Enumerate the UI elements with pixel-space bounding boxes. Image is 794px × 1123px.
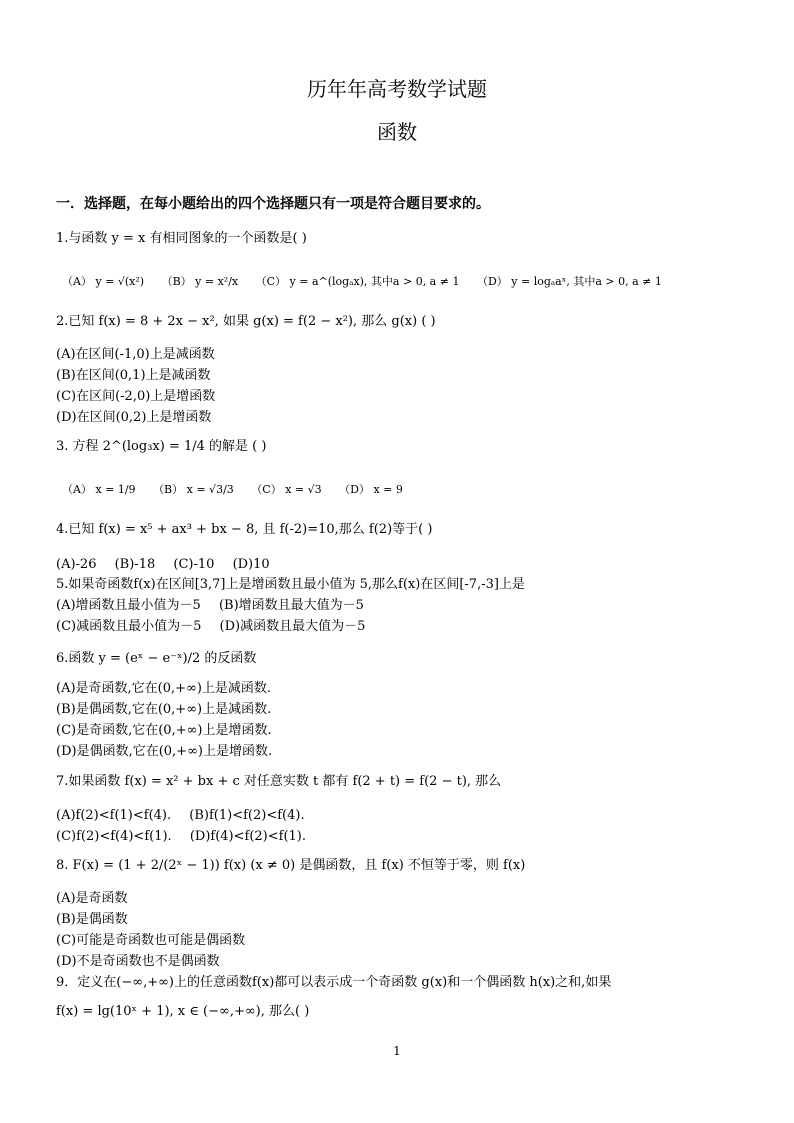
- option-a: (A)增函数且最小值为－5: [56, 598, 201, 613]
- question-3-options: [62, 482, 417, 498]
- question-4-stem: 4.已知 f(x) = x⁵ + ax³ + bx − 8, 且 f(-2)=10,那么 f(2)等于( ): [56, 522, 433, 537]
- question-6-option-c: (C)是奇函数,它在(0,+∞)上是增函数.: [56, 723, 272, 738]
- option-d: (D)10: [232, 557, 270, 572]
- option-a: (A)-26: [56, 557, 97, 572]
- option-c: （C） y = a^(logₐx), 其中a > 0, a ≠ 1: [255, 275, 460, 288]
- option-c: (C)f(2)<f(4)<f(1).: [56, 829, 172, 844]
- option-c: （C） x = √3: [251, 483, 322, 496]
- option-b: (B)f(1)<f(2)<f(4).: [189, 808, 305, 823]
- question-3-stem: 3. 方程 2^(log₃x) = 1/4 的解是 ( ): [56, 439, 267, 454]
- page-subtitle: 函数: [377, 120, 417, 144]
- question-6-option-b: (B)是偶函数,它在(0,+∞)上是减函数.: [56, 702, 272, 717]
- option-a: (A)f(2)<f(1)<f(4).: [56, 808, 172, 823]
- option-a: （A） y = √(x²): [62, 275, 145, 288]
- question-7-stem: 7.如果函数 f(x) = x² + bx + c 对任意实数 t 都有 f(2 + t) = f(2 − t), 那么: [56, 774, 502, 789]
- option-c: (C)减函数且最小值为－5: [56, 619, 202, 634]
- question-8-option-c: (C)可能是奇函数也可能是偶函数: [56, 933, 246, 948]
- question-7-options-cd: [56, 829, 320, 845]
- question-2-option-c: (C)在区间(-2,0)上是增函数: [56, 389, 216, 404]
- option-c: (C)-10: [173, 557, 215, 572]
- question-6-stem: 6.函数 y = (eˣ − e⁻ˣ)/2 的反函数: [56, 651, 257, 666]
- option-b: (B)增函数且最大值为－5: [218, 598, 364, 613]
- question-9-stem-formula: f(x) = lg(10ˣ + 1), x ∈ (−∞,+∞), 那么( ): [56, 1004, 310, 1019]
- question-8-option-d: (D)不是奇函数也不是偶函数: [56, 954, 220, 969]
- option-d: （D） x = 9: [339, 483, 403, 496]
- option-b: （B） y = x²/x: [161, 275, 239, 288]
- option-b: （B） x = √3/3: [153, 483, 234, 496]
- question-8-option-a: (A)是奇函数: [56, 891, 128, 906]
- option-d: (D)f(4)<f(2)<f(1).: [189, 829, 306, 844]
- question-8-stem: 8. F(x) = (1 + 2/(2ˣ − 1)) f(x) (x ≠ 0) 是偶函数，且 f(x) 不恒等于零，则 f(x): [56, 858, 526, 873]
- page-number: 1: [393, 1044, 401, 1058]
- question-6-option-a: (A)是奇函数,它在(0,+∞)上是减函数.: [56, 681, 272, 696]
- question-2-option-d: (D)在区间(0,2)上是增函数: [56, 410, 212, 425]
- question-7-options-ab: [56, 808, 319, 824]
- page-title: 历年年高考数学试题: [307, 77, 487, 101]
- option-d: (D)减函数且最大值为－5: [219, 619, 366, 634]
- question-8-option-b: (B)是偶函数: [56, 912, 128, 927]
- question-4-options: [56, 557, 284, 573]
- section-heading: 一．选择题，在每小题给出的四个选择题只有一项是符合题目要求的。: [56, 196, 490, 212]
- question-1-stem: 1.与函数 y = x 有相同图象的一个函数是( ): [56, 231, 307, 246]
- question-9-stem: 9．定义在(−∞,+∞)上的任意函数f(x)都可以表示成一个奇函数 g(x)和一个偶函数 h(x)之和,如果: [56, 975, 612, 990]
- option-b: (B)-18: [114, 557, 156, 572]
- question-5-stem: 5.如果奇函数f(x)在区间[3,7]上是增函数且最小值为 5,那么f(x)在区间[-7,-3]上是: [56, 577, 525, 592]
- question-5-options-cd: [56, 619, 379, 635]
- option-a: （A） x = 1/9: [62, 483, 136, 496]
- question-2-stem: 2.已知 f(x) = 8 + 2x − x², 如果 g(x) = f(2 − x²), 那么 g(x) ( ): [56, 314, 436, 329]
- question-6-option-d: (D)是偶函数,它在(0,+∞)上是增函数.: [56, 744, 273, 759]
- option-d: （D） y = logₐaˣ, 其中a > 0, a ≠ 1: [476, 275, 662, 288]
- question-2-option-a: (A)在区间(-1,0)上是减函数: [56, 347, 215, 362]
- question-5-options-ab: [56, 598, 378, 614]
- question-1-options: [62, 274, 676, 290]
- question-2-option-b: (B)在区间(0,1)上是减函数: [56, 368, 211, 383]
